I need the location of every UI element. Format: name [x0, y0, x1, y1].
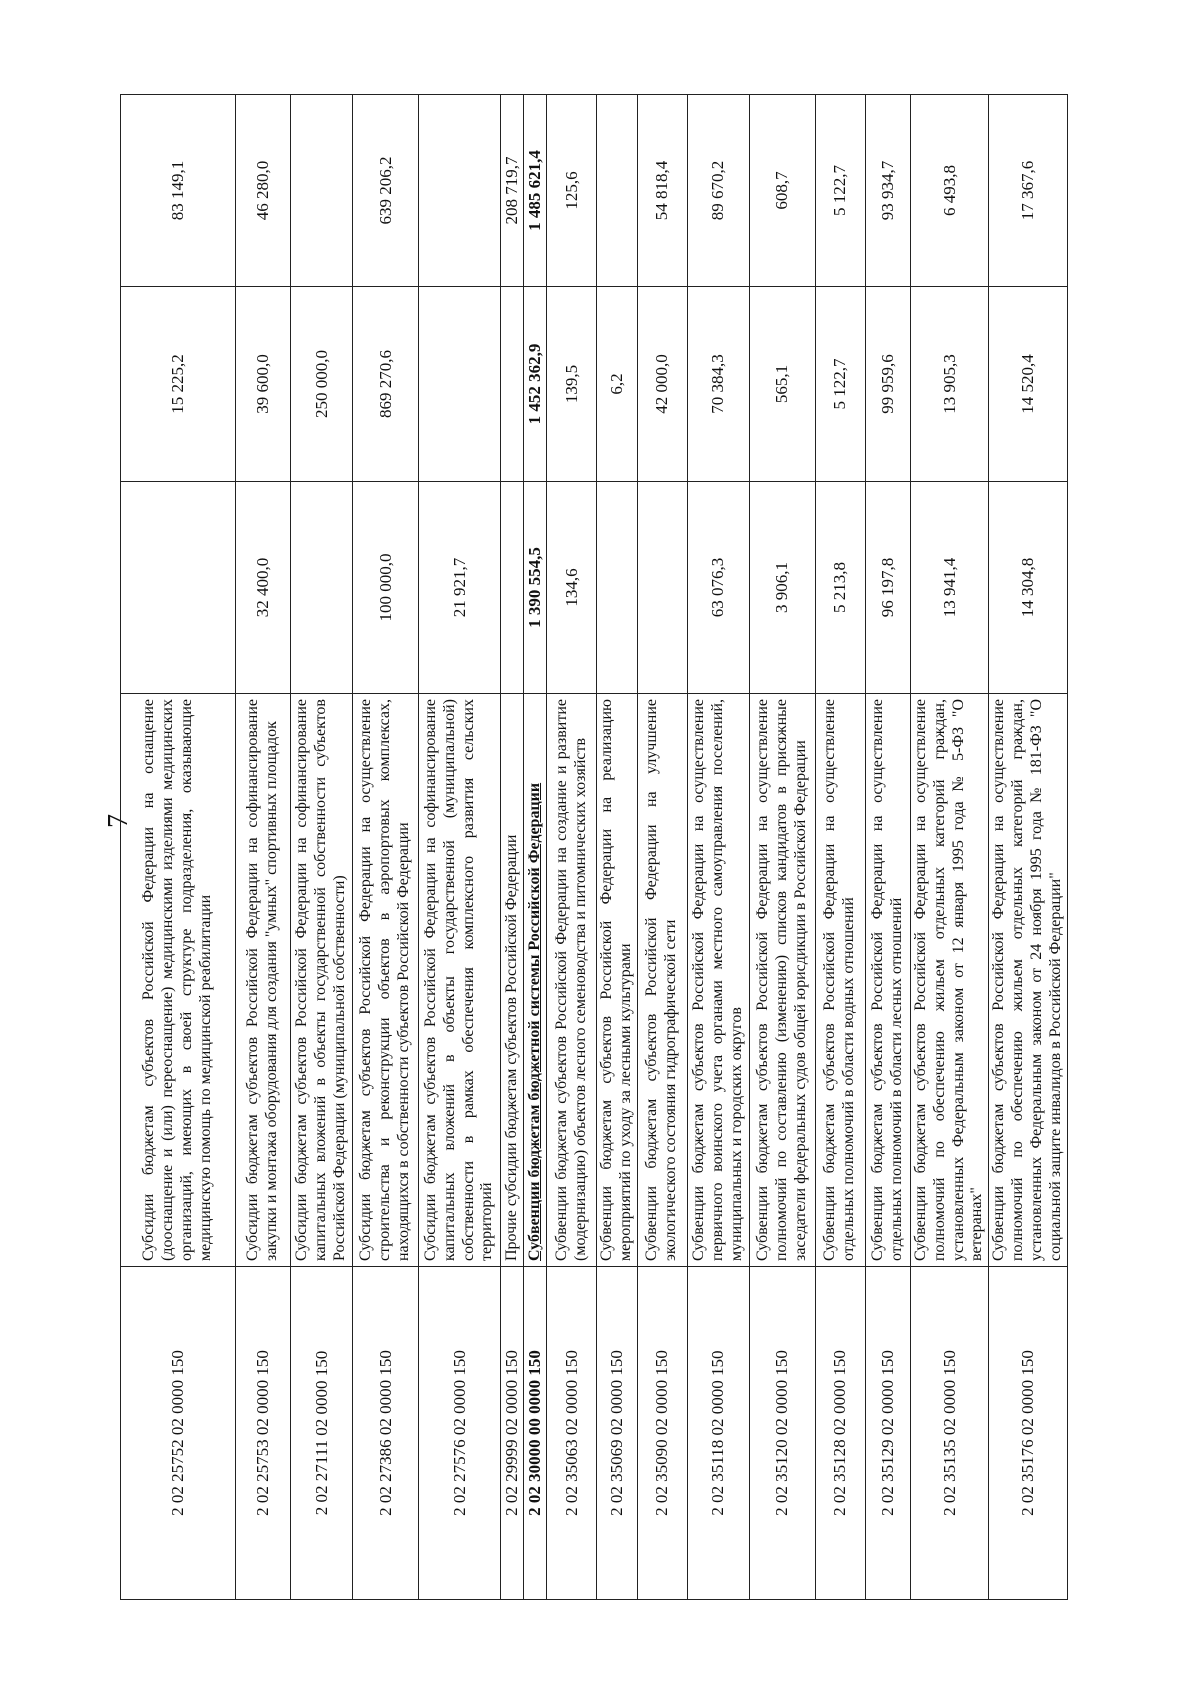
value-cell-3: 125,6	[547, 95, 597, 287]
description-cell: Субсидии бюджетам субъектов Российской Федерации на софинансирование закупки и монтажа оборудования для создания "умных" спортивных площадок	[236, 694, 291, 1267]
value-cell-3: 93 934,7	[865, 95, 910, 287]
value-cell-1: 32 400,0	[236, 482, 291, 694]
value-cell-1: 3 906,1	[749, 482, 815, 694]
description-cell: Субвенции бюджетам субъектов Российской Федерации на улучшение экологического состояния гидрографической сети	[637, 694, 687, 1267]
budget-code-cell: 2 02 25752 02 0000 150	[121, 1267, 236, 1600]
table-row	[989, 95, 1068, 1600]
value-cell-3	[419, 95, 501, 287]
value-cell-3: 208 719,7	[501, 95, 524, 287]
value-cell-2	[419, 287, 501, 482]
table-row	[687, 95, 749, 1600]
budget-code-cell: 2 02 30000 00 0000 150	[524, 1267, 547, 1600]
value-cell-3: 1 485 621,4	[524, 95, 547, 287]
table-row	[121, 95, 236, 1600]
value-cell-3	[597, 95, 638, 287]
budget-code-cell: 2 02 35118 02 0000 150	[687, 1267, 749, 1600]
description-cell: Субвенции бюджетам субъектов Российской Федерации на осуществление полномочий по обеспечению жильем отдельных категорий граждан, установленных Федеральным законом от 24 ноября 1995 года № 181-ФЗ "О социальной защите инвалидов в Российской Федерации"	[989, 694, 1068, 1267]
budget-code-cell: 2 02 35135 02 0000 150	[910, 1267, 989, 1600]
value-cell-1: 63 076,3	[687, 482, 749, 694]
description-cell: Прочие субсидии бюджетам субъектов Российской Федерации	[501, 694, 524, 1267]
table-row	[419, 95, 501, 1600]
description-cell: Субвенции бюджетам субъектов Российской Федерации на осуществление отдельных полномочий в области водных отношений	[815, 694, 865, 1267]
value-cell-1	[597, 482, 638, 694]
value-cell-1: 134,6	[547, 482, 597, 694]
description-cell: Субвенции бюджетам субъектов Российской Федерации на создание и развитие (модернизацию) объектов лесного семеноводства и питомнических хозяйств	[547, 694, 597, 1267]
value-cell-1: 13 941,4	[910, 482, 989, 694]
value-cell-2: 70 384,3	[687, 287, 749, 482]
table-row	[749, 95, 815, 1600]
description-cell: Субвенции бюджетам субъектов Российской Федерации на осуществление отдельных полномочий в области лесных отношений	[865, 694, 910, 1267]
budget-code-cell: 2 02 27386 02 0000 150	[353, 1267, 419, 1600]
value-cell-1: 96 197,8	[865, 482, 910, 694]
budget-code-cell: 2 02 35128 02 0000 150	[815, 1267, 865, 1600]
value-cell-2: 565,1	[749, 287, 815, 482]
value-cell-3: 5 122,7	[815, 95, 865, 287]
description-cell: Субвенции бюджетам бюджетной системы Российской Федерации	[524, 694, 547, 1267]
value-cell-2: 5 122,7	[815, 287, 865, 482]
description-cell: Субсидии бюджетам субъектов Российской Федерации на софинансирование капитальных вложений в объекты государственной собственности субъектов Российской Федерации (муниципальной собственности)	[291, 694, 353, 1267]
value-cell-3: 46 280,0	[236, 95, 291, 287]
table-row	[637, 95, 687, 1600]
table-row	[910, 95, 989, 1600]
value-cell-1	[637, 482, 687, 694]
value-cell-2: 42 000,0	[637, 287, 687, 482]
budget-code-cell: 2 02 35063 02 0000 150	[547, 1267, 597, 1600]
value-cell-2: 13 905,3	[910, 287, 989, 482]
value-cell-1: 100 000,0	[353, 482, 419, 694]
budget-code-cell: 2 02 25753 02 0000 150	[236, 1267, 291, 1600]
description-cell: Субсидии бюджетам субъектов Российской Федерации на осуществление строительства и реконструкции объектов в аэропортовых комплексах, находящихся в собственности субъектов Российской Федерации	[353, 694, 419, 1267]
table-row	[501, 95, 524, 1600]
value-cell-1: 14 304,8	[989, 482, 1068, 694]
budget-table-container	[120, 95, 1064, 1600]
table-row	[353, 95, 419, 1600]
description-cell: Субвенции бюджетам субъектов Российской Федерации на осуществление первичного воинского учета органами местного самоуправления поселений, муниципальных и городских округов	[687, 694, 749, 1267]
budget-code-cell: 2 02 35129 02 0000 150	[865, 1267, 910, 1600]
value-cell-2: 14 520,4	[989, 287, 1068, 482]
budget-code-cell: 2 02 35120 02 0000 150	[749, 1267, 815, 1600]
description-cell: Субвенции бюджетам субъектов Российской Федерации на осуществление полномочий по составлению (изменению) списков кандидатов в присяжные заседатели федеральных судов общей юрисдикции в Российской Федерации	[749, 694, 815, 1267]
value-cell-1: 1 390 554,5	[524, 482, 547, 694]
budget-code-cell: 2 02 35090 02 0000 150	[637, 1267, 687, 1600]
value-cell-3: 54 818,4	[637, 95, 687, 287]
table-row	[291, 95, 353, 1600]
description-cell: Субсидии бюджетам субъектов Российской Федерации на оснащение (дооснащение и (или) переоснащение) медицинскими изделиями медицинских организаций, имеющих в своей структуре подразделения, оказывающие медицинскую помощь по медицинской реабилитации	[121, 694, 236, 1267]
budget-table	[120, 94, 1068, 1600]
value-cell-3: 6 493,8	[910, 95, 989, 287]
page-number: 7	[103, 814, 134, 828]
value-cell-2: 39 600,0	[236, 287, 291, 482]
budget-code-cell: 2 02 27576 02 0000 150	[419, 1267, 501, 1600]
value-cell-2	[501, 287, 524, 482]
value-cell-1	[501, 482, 524, 694]
table-row	[597, 95, 638, 1600]
value-cell-2: 1 452 362,9	[524, 287, 547, 482]
budget-code-cell: 2 02 35069 02 0000 150	[597, 1267, 638, 1600]
table-row	[865, 95, 910, 1600]
value-cell-3: 17 367,6	[989, 95, 1068, 287]
description-cell: Субсидии бюджетам субъектов Российской Федерации на софинансирование капитальных вложений в объекты государственной (муниципальной) собственности в рамках обеспечения комплексного развития сельских территорий	[419, 694, 501, 1267]
value-cell-2: 15 225,2	[121, 287, 236, 482]
value-cell-1	[121, 482, 236, 694]
table-row	[815, 95, 865, 1600]
value-cell-2: 250 000,0	[291, 287, 353, 482]
budget-code-cell: 2 02 29999 02 0000 150	[501, 1267, 524, 1600]
description-cell: Субвенции бюджетам субъектов Российской Федерации на реализацию мероприятий по уходу за лесными культурами	[597, 694, 638, 1267]
table-row	[236, 95, 291, 1600]
value-cell-2: 6,2	[597, 287, 638, 482]
value-cell-3: 83 149,1	[121, 95, 236, 287]
value-cell-3: 639 206,2	[353, 95, 419, 287]
value-cell-1	[291, 482, 353, 694]
value-cell-1: 5 213,8	[815, 482, 865, 694]
value-cell-2: 139,5	[547, 287, 597, 482]
description-cell: Субвенции бюджетам субъектов Российской Федерации на осуществление полномочий по обеспечению жильем отдельных категорий граждан, установленных Федеральным законом от 12 января 1995 года № 5-ФЗ "О ветеранах"	[910, 694, 989, 1267]
table-row	[547, 95, 597, 1600]
value-cell-3	[291, 95, 353, 287]
budget-table-body	[121, 95, 1068, 1600]
table-row	[524, 95, 547, 1600]
budget-code-cell: 2 02 27111 02 0000 150	[291, 1267, 353, 1600]
value-cell-2: 869 270,6	[353, 287, 419, 482]
value-cell-1: 21 921,7	[419, 482, 501, 694]
value-cell-2: 99 959,6	[865, 287, 910, 482]
value-cell-3: 89 670,2	[687, 95, 749, 287]
budget-code-cell: 2 02 35176 02 0000 150	[989, 1267, 1068, 1600]
value-cell-3: 608,7	[749, 95, 815, 287]
